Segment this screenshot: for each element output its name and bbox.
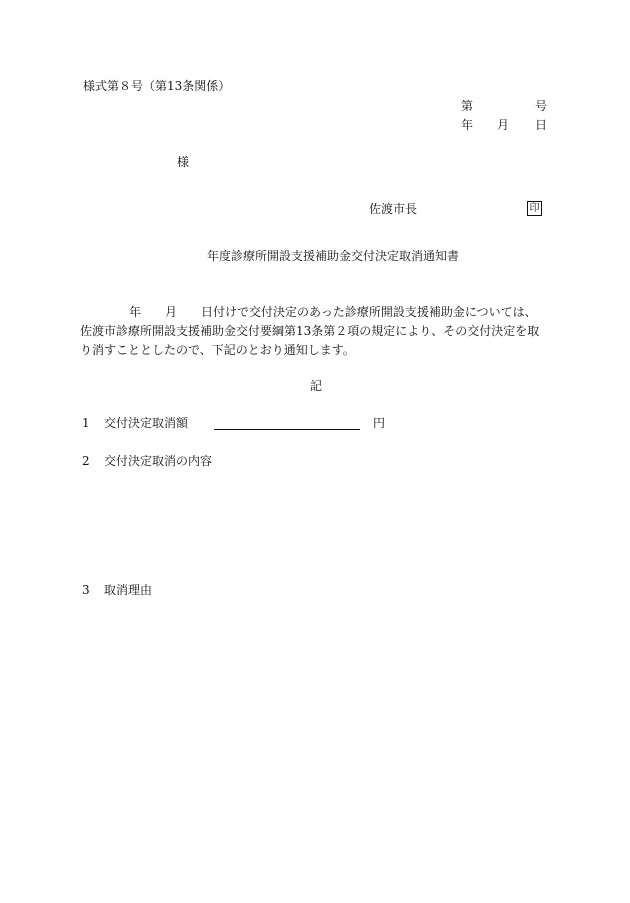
body-month: 月 [165,305,178,319]
document-title: 年度診療所開設支援補助金交付決定取消通知書 [207,249,460,263]
item-2-number: 2 [82,454,90,468]
body-line3: り消すこととしたので、下記のとおり通知します。 [80,343,355,357]
item-1-unit: 円 [373,416,386,430]
item-1-number: 1 [82,416,90,430]
body-line2: 佐渡市診療所開設支援補助金交付要綱第13条第２項の規定により、その交付決定を取 [80,324,540,338]
amount-blank-line [214,429,360,430]
body-line1: 日付けで交付決定のあった診療所開設支援補助金については、 [201,305,537,319]
date-day: 日 [535,118,548,132]
item-1-label: 交付決定取消額 [104,416,189,430]
form-label: 様式第８号（第13条関係） [83,79,231,93]
seal-mark: 印 [527,201,542,216]
date-year: 年 [461,118,474,132]
number-suffix: 号 [535,99,548,113]
ki-heading: 記 [310,379,323,393]
item-3-label: 取消理由 [104,583,153,597]
date-month: 月 [497,118,510,132]
addressee-sama: 様 [177,155,190,169]
item-2-label: 交付決定取消の内容 [104,454,213,468]
body-year: 年 [129,305,142,319]
item-3-number: 3 [82,583,90,597]
number-prefix: 第 [461,99,474,113]
sender-name: 佐渡市長 [369,202,418,216]
